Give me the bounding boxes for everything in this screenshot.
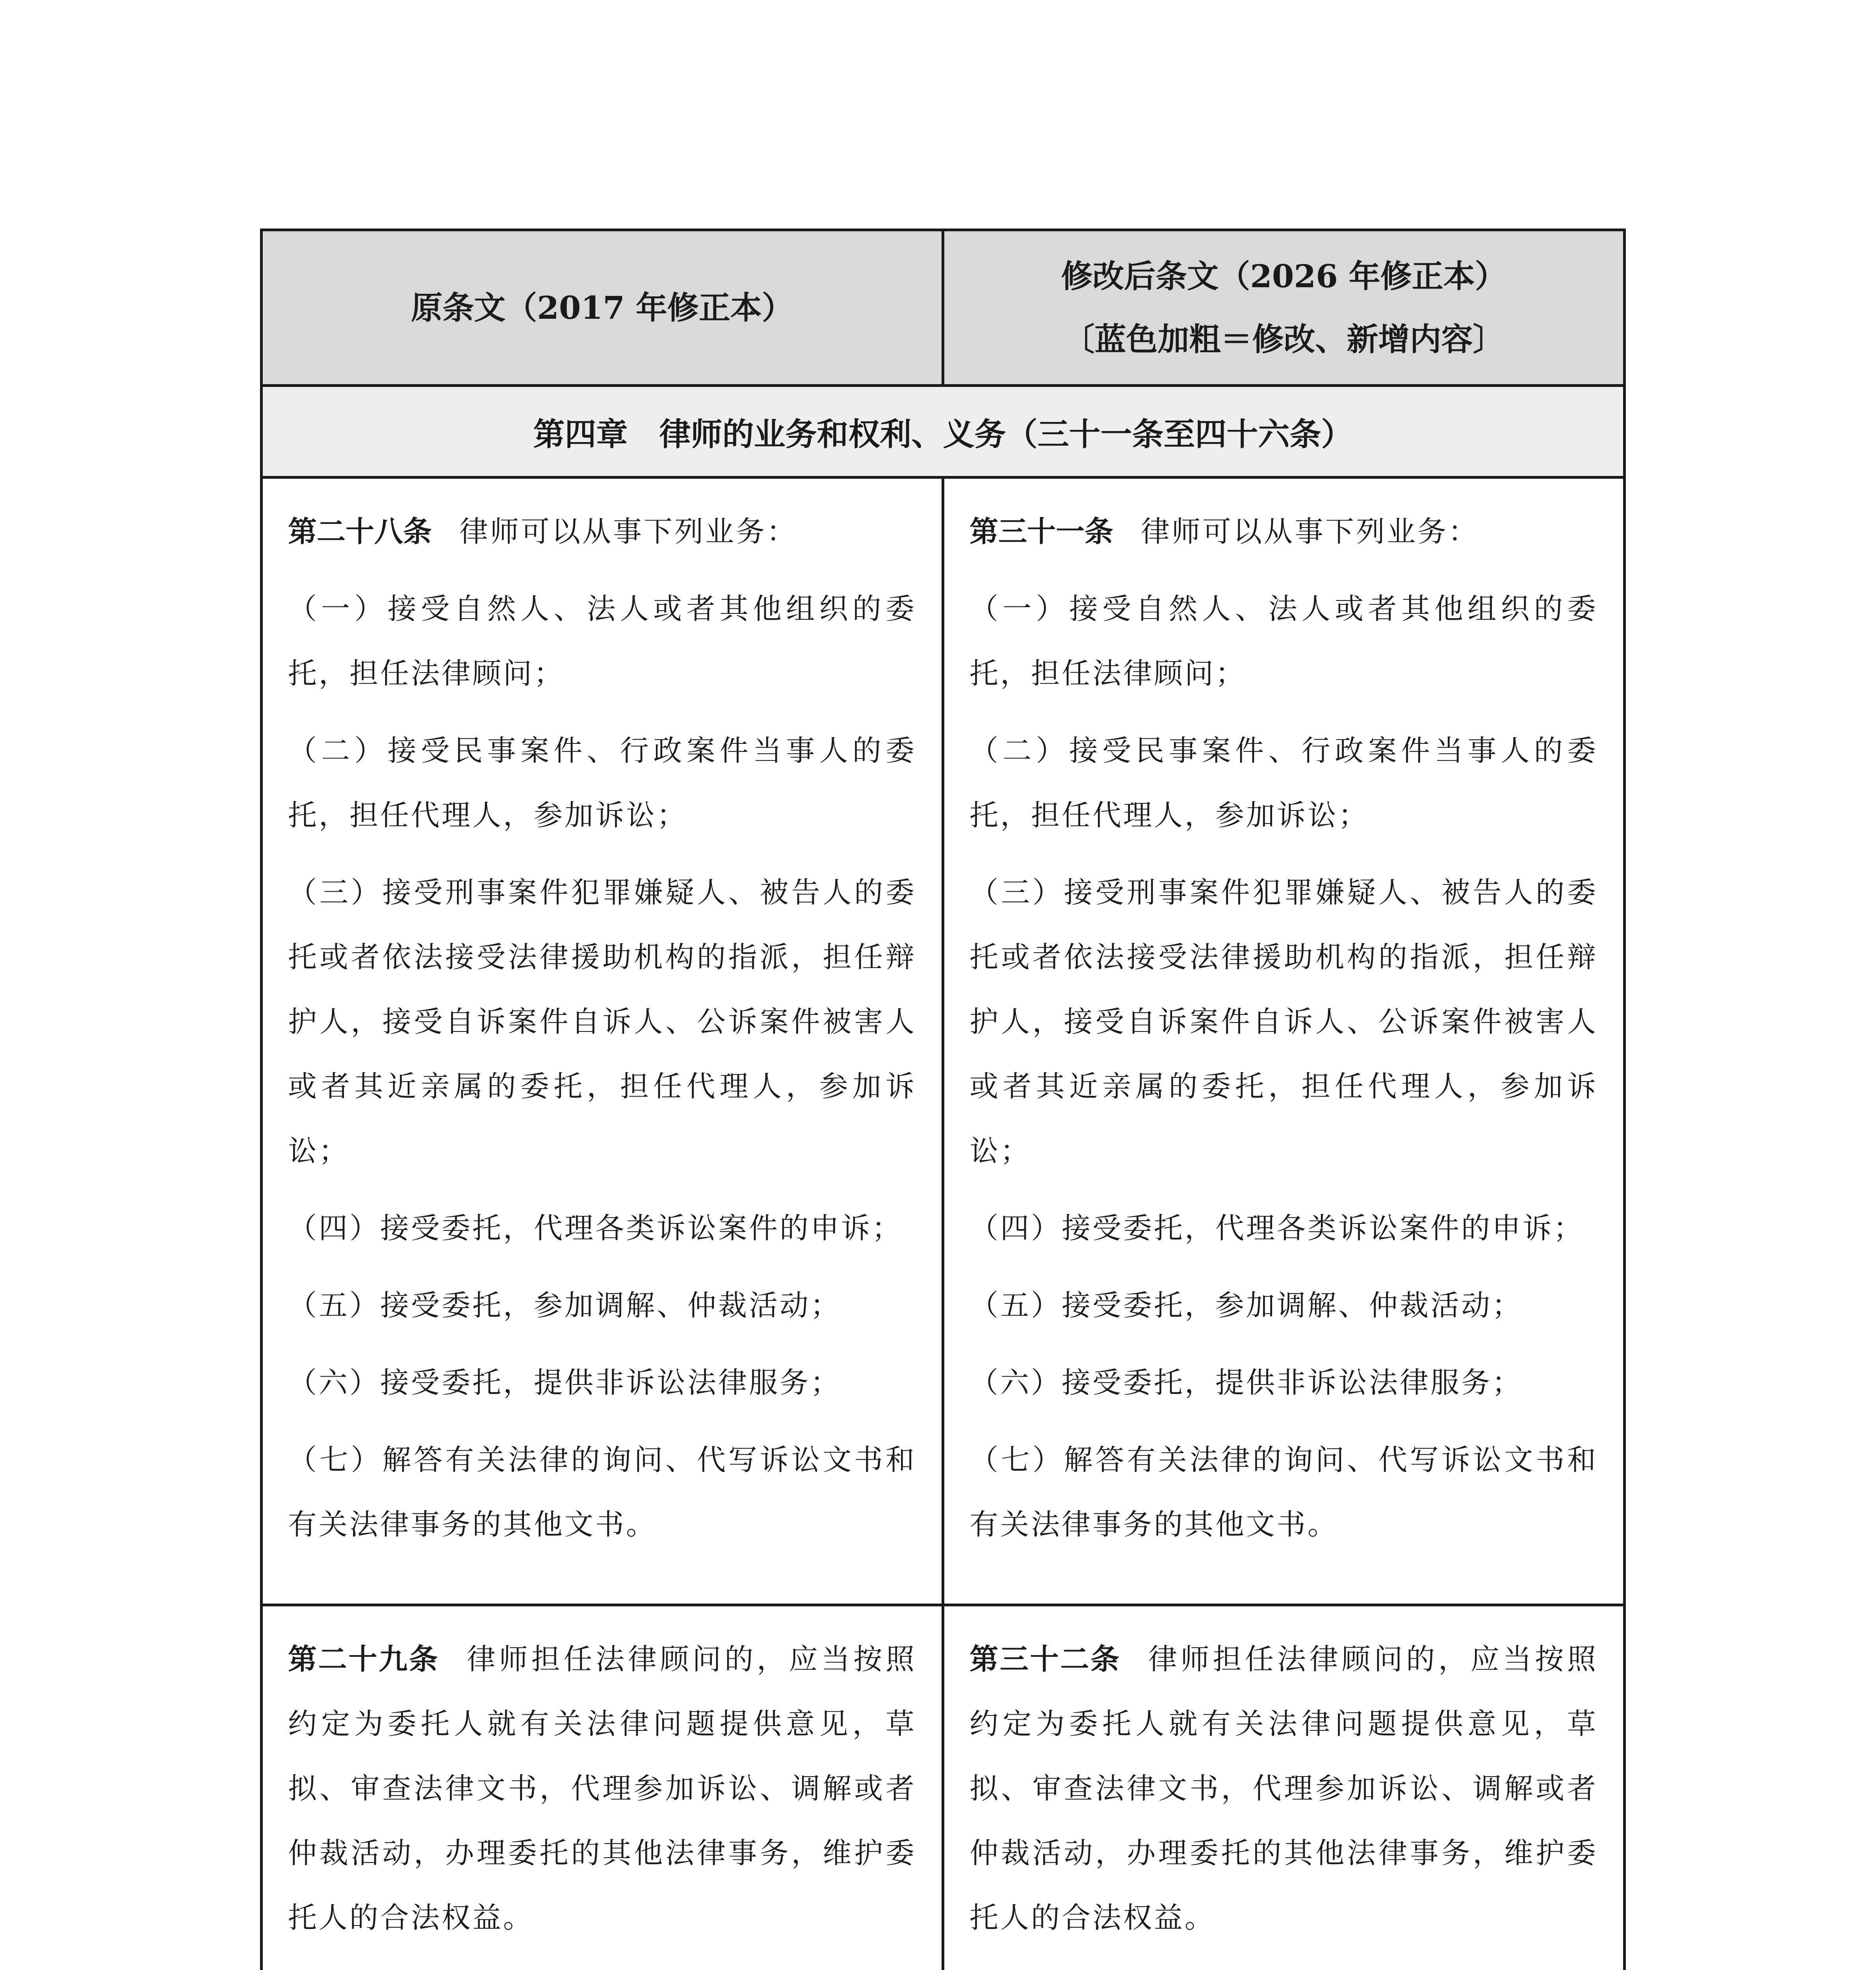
header-revised-title: 修改后条文（2026 年修正本） <box>1061 258 1506 295</box>
article-number: 第二十八条 <box>288 515 432 548</box>
revised-article-cell <box>943 478 1625 1605</box>
article-first-paragraph <box>288 499 916 564</box>
article-item: （一）接受自然人、法人或者其他组织的委托，担任法律顾问； <box>970 592 1598 690</box>
header-revised-note: 〔蓝色加粗＝修改、新增内容〕 <box>1063 321 1505 358</box>
article-item: （三）接受刑事案件犯罪嫌疑人、被告人的委托或者依法接受法律援助机构的指派，担任辩护人，接受自诉案件自诉人、公诉案件被害人或者其近亲属的委托，担任代理人，参加诉讼； <box>288 876 916 1168</box>
original-article-cell <box>262 1605 943 1970</box>
article-item: （二）接受民事案件、行政案件当事人的委托，担任代理人，参加诉讼； <box>288 734 916 832</box>
article-item: （四）接受委托，代理各类诉讼案件的申诉； <box>288 1212 903 1245</box>
table-row <box>262 478 1625 1605</box>
article-item: （七）解答有关法律的询问、代写诉讼文书和有关法律事务的其他文书。 <box>970 1443 1598 1541</box>
article-item: （五）接受委托，参加调解、仲裁活动； <box>288 1289 841 1322</box>
article-text: 律师可以从事下列业务： <box>459 515 797 548</box>
header-revised <box>943 230 1625 386</box>
article-item: （一）接受自然人、法人或者其他组织的委托，担任法律顾问； <box>288 592 916 690</box>
article-text: 律师担任法律顾问的，应当按照约定为委托人就有关法律问题提供意见，草拟、审查法律文书，代理参加诉讼、调解或者仲裁活动，办理委托的其他法律事务，维护委托人的合法权益。 <box>288 1643 917 1935</box>
original-article-cell <box>262 478 943 1605</box>
article-item: （二）接受民事案件、行政案件当事人的委托，担任代理人，参加诉讼； <box>970 734 1598 832</box>
header-original-title: 原条文（2017 年修正本） <box>411 289 793 326</box>
article-first-paragraph <box>970 499 1598 564</box>
revised-article-cell <box>943 1605 1625 1970</box>
comparison-table <box>260 229 1626 1970</box>
article-number: 第三十一条 <box>970 515 1113 548</box>
table-header-row <box>262 230 1625 386</box>
article-item: （四）接受委托，代理各类诉讼案件的申诉； <box>970 1212 1584 1245</box>
article-item: （七）解答有关法律的询问、代写诉讼文书和有关法律事务的其他文书。 <box>288 1443 916 1541</box>
article-number: 第二十九条 <box>288 1642 439 1676</box>
article-item: （六）接受委托，提供非诉讼法律服务； <box>288 1366 841 1399</box>
header-original <box>262 230 943 386</box>
article-item: （三）接受刑事案件犯罪嫌疑人、被告人的委托或者依法接受法律援助机构的指派，担任辩护人，接受自诉案件自诉人、公诉案件被害人或者其近亲属的委托，担任代理人，参加诉讼； <box>970 876 1598 1168</box>
chapter-title: 第四章 律师的业务和权利、义务（三十一条至四十六条） <box>262 386 1625 478</box>
table-row <box>262 1605 1625 1970</box>
article-number: 第三十二条 <box>970 1642 1121 1676</box>
article-text: 律师可以从事下列业务： <box>1141 515 1479 548</box>
article-text: 律师担任法律顾问的，应当按照约定为委托人就有关法律问题提供意见，草拟、审查法律文书，代理参加诉讼、调解或者仲裁活动，办理委托的其他法律事务，维护委托人的合法权益。 <box>970 1643 1598 1935</box>
article-item: （六）接受委托，提供非诉讼法律服务； <box>970 1366 1523 1399</box>
chapter-row <box>262 386 1625 478</box>
article-paragraph <box>288 1627 916 1950</box>
article-paragraph <box>970 1627 1598 1950</box>
article-item: （五）接受委托，参加调解、仲裁活动； <box>970 1289 1523 1322</box>
